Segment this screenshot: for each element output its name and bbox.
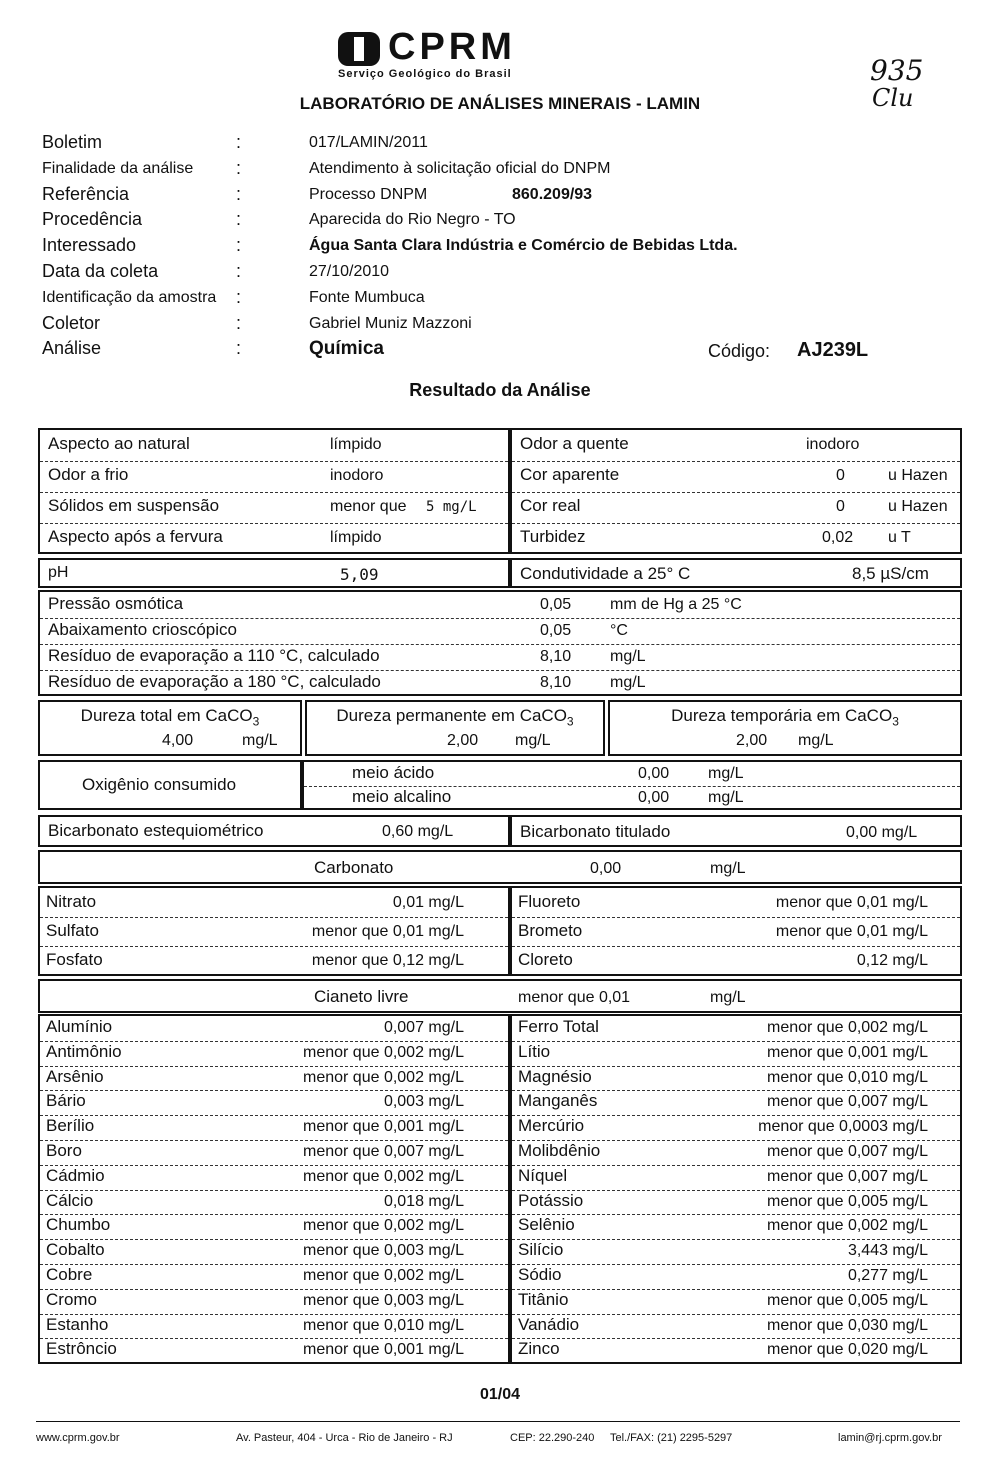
meta-value: Química	[309, 338, 384, 360]
element-label: Arsênio	[46, 1066, 104, 1086]
table-row	[40, 523, 508, 554]
cianeto-label: Cianeto livre	[314, 987, 409, 1006]
element-label: Cálcio	[46, 1190, 94, 1210]
element-value: 0,01 mg/L	[392, 894, 464, 911]
table-row	[40, 1289, 508, 1315]
table-row	[304, 786, 960, 810]
meta-row	[42, 287, 942, 313]
meta-label: Referência	[42, 183, 130, 204]
element-value: menor que 0,007 mg/L	[767, 1167, 928, 1185]
physical-value: 0	[836, 498, 845, 515]
dureza-label	[307, 706, 603, 728]
oxigenio-row-label: meio ácido	[352, 763, 435, 782]
table-row	[40, 1314, 508, 1340]
table-row	[40, 1190, 508, 1216]
element-label: Lítio	[518, 1041, 551, 1061]
handwritten-signature: Clu	[872, 84, 914, 112]
bicarbonato-esteq-label: Bicarbonato estequiométrico	[48, 821, 264, 840]
element-value: menor que 0,002 mg/L	[303, 1043, 464, 1061]
dureza-label-sub: 3	[892, 714, 899, 729]
meta-colon: :	[236, 132, 242, 152]
physical-label: Odor a quente	[520, 434, 629, 453]
table-row	[512, 946, 960, 975]
meta-colon: :	[236, 312, 242, 333]
footer-address: Av. Pasteur, 404 - Urca - Rio de Janeiro - RJ	[236, 1432, 453, 1444]
table-row	[512, 1165, 960, 1191]
anions-left-box	[38, 886, 510, 976]
element-value: menor que 0,001 mg/L	[767, 1043, 928, 1061]
physical-left-box	[38, 428, 510, 554]
table-row	[512, 1090, 960, 1116]
element-label: Cádmio	[46, 1165, 105, 1185]
carbonato-unit: mg/L	[710, 860, 746, 877]
physical-label: Cor real	[520, 496, 581, 515]
element-label: Cobre	[46, 1265, 93, 1284]
dureza-label-text: Dureza permanente em CaCO	[336, 706, 567, 725]
footer-tel: Tel./FAX: (21) 2295-5297	[610, 1432, 733, 1444]
physical-unit: u Hazen	[888, 498, 948, 515]
cprm-logo-icon	[338, 32, 380, 66]
cianeto-value: menor que 0,01	[518, 989, 631, 1006]
element-value: menor que 0,007 mg/L	[303, 1143, 464, 1160]
table-row	[512, 1239, 960, 1265]
footer-cep: CEP: 22.290-240	[510, 1432, 595, 1444]
dureza-unit: mg/L	[798, 732, 834, 749]
physical-label: Aspecto ao natural	[48, 434, 190, 453]
table-row	[40, 1165, 508, 1191]
meta-colon: :	[236, 261, 242, 281]
meta-row	[42, 132, 942, 158]
element-value: menor que 0,002 mg/L	[303, 1167, 464, 1185]
metals-right-box	[510, 1014, 962, 1364]
pressure-unit: mg/L	[610, 674, 646, 691]
page-number: 01/04	[479, 1386, 521, 1403]
element-label: Chumbo	[46, 1215, 111, 1235]
dureza-label-text: Dureza total em CaCO	[80, 706, 253, 725]
cprm-logo	[338, 26, 578, 80]
condutividade-label: Condutividade a 25° C	[520, 564, 691, 583]
ph-box	[38, 558, 510, 588]
table-row	[512, 1264, 960, 1290]
cianeto-box	[38, 979, 962, 1013]
oxigenio-row-value: 0,00	[638, 789, 670, 806]
table-row	[512, 1314, 960, 1340]
element-value: 0,277 mg/L	[847, 1267, 928, 1284]
table-row	[512, 492, 960, 524]
meta-value-2: 860.209/93	[512, 185, 593, 203]
element-label: Sódio	[518, 1265, 562, 1284]
oxigenio-label: Oxigênio consumido	[82, 775, 237, 794]
table-row	[512, 1214, 960, 1240]
bicarbonato-esteq-box	[38, 815, 510, 847]
dureza-total-box	[38, 700, 302, 756]
metals-left-box	[38, 1014, 510, 1364]
element-label: Mercúrio	[518, 1116, 585, 1136]
element-label: Cromo	[46, 1289, 98, 1309]
meta-label: Boletim	[42, 132, 103, 152]
element-value: 0,007 mg/L	[383, 1019, 464, 1036]
element-value: 0,018 mg/L	[383, 1192, 464, 1210]
physical-value: 0	[836, 467, 845, 484]
element-label: Vanádio	[518, 1314, 580, 1334]
table-row	[40, 644, 960, 671]
element-label: Boro	[46, 1141, 82, 1160]
meta-label: Data da coleta	[42, 261, 159, 281]
physical-label: Cor aparente	[520, 465, 620, 484]
table-row	[304, 762, 960, 787]
element-value: 0,003 mg/L	[383, 1093, 464, 1111]
meta-row	[42, 313, 942, 339]
table-row	[40, 618, 960, 645]
pressure-unit: mm de Hg a 25 °C	[610, 596, 742, 613]
element-value: menor que 0,002 mg/L	[303, 1267, 464, 1284]
carbonato-label: Carbonato	[314, 858, 394, 877]
physical-value: 0,02	[822, 529, 854, 546]
dureza-value: 4,00	[162, 732, 194, 749]
meta-value: Fonte Mumbuca	[309, 288, 425, 306]
table-row	[40, 430, 508, 462]
physical-right-box	[510, 428, 962, 554]
dureza-label	[40, 706, 300, 728]
element-value: menor que 0,007 mg/L	[767, 1093, 928, 1111]
element-label: Ferro Total	[518, 1017, 599, 1036]
element-label: Silício	[518, 1240, 564, 1260]
physical-unit: u T	[888, 529, 911, 546]
meta-colon: :	[236, 183, 242, 204]
element-label: Magnésio	[518, 1066, 592, 1086]
element-value: menor que 0,002 mg/L	[303, 1217, 464, 1235]
element-value: menor que 0,001 mg/L	[303, 1118, 464, 1136]
table-row	[512, 523, 960, 554]
physical-unit: u Hazen	[888, 467, 948, 484]
meta-row	[42, 158, 942, 184]
element-value: menor que 0,002 mg/L	[767, 1217, 928, 1235]
meta-value: 27/10/2010	[309, 263, 390, 280]
element-label: Manganês	[518, 1091, 598, 1111]
meta-label: Finalidade da análise	[42, 159, 194, 177]
table-row	[512, 888, 960, 918]
table-row	[40, 1214, 508, 1240]
element-value: menor que 0,002 mg/L	[303, 1068, 464, 1086]
bicarbonato-titulado-box	[510, 815, 962, 847]
element-value: menor que 0,005 mg/L	[767, 1291, 928, 1309]
element-label: Fosfato	[46, 950, 103, 969]
table-row	[40, 1338, 508, 1363]
table-row	[512, 1338, 960, 1363]
meta-label: Interessado	[42, 235, 137, 256]
element-value: menor que 0,007 mg/L	[767, 1143, 928, 1160]
oxigenio-row-unit: mg/L	[708, 789, 744, 806]
oxigenio-values-box	[302, 760, 962, 810]
element-value: menor que 0,01 mg/L	[311, 923, 464, 940]
physical-value-2: 5 mg/L	[426, 499, 477, 515]
element-label: Brometo	[518, 921, 583, 940]
element-value: menor que 0,01 mg/L	[775, 923, 928, 940]
physical-value: menor que	[330, 498, 407, 515]
element-value: menor que 0,020 mg/L	[767, 1341, 928, 1359]
table-row	[512, 1115, 960, 1141]
table-row	[512, 1140, 960, 1166]
footer-email: lamin@rj.cprm.gov.br	[838, 1432, 942, 1444]
pressure-unit: mg/L	[610, 648, 646, 665]
element-value: 3,443 mg/L	[847, 1242, 928, 1260]
meta-value: Água Santa Clara Indústria e Comércio de Bebidas Ltda.	[309, 237, 738, 255]
table-row	[512, 1066, 960, 1092]
physical-value: límpido	[330, 529, 382, 546]
element-label: Titânio	[518, 1289, 569, 1309]
table-row	[40, 1115, 508, 1141]
physical-value: límpido	[330, 436, 382, 453]
element-value: menor que 0,003 mg/L	[303, 1242, 464, 1260]
ph-label: pH	[48, 564, 69, 581]
element-label: Cobalto	[46, 1240, 105, 1260]
table-row	[512, 461, 960, 493]
dureza-label-text: Dureza temporária em CaCO	[671, 706, 893, 725]
meta-row	[42, 261, 942, 287]
element-label: Estanho	[46, 1314, 109, 1334]
element-label: Estrôncio	[46, 1339, 117, 1359]
meta-label: Coletor	[42, 312, 101, 333]
element-label: Níquel	[518, 1165, 568, 1185]
table-row	[512, 430, 960, 462]
element-label: Fluoreto	[518, 892, 581, 911]
pressure-value: 0,05	[540, 596, 572, 613]
table-row	[40, 1041, 508, 1067]
physical-value: inodoro	[806, 436, 860, 453]
meta-colon: :	[236, 286, 242, 307]
meta-colon: :	[236, 338, 242, 359]
element-value: menor que 0,12 mg/L	[311, 952, 464, 969]
pressure-label: Abaixamento crioscópico	[48, 620, 237, 639]
element-value: menor que 0,001 mg/L	[303, 1341, 464, 1359]
meta-value: Processo DNPM	[309, 185, 428, 203]
meta-value: Aparecida do Rio Negro - TO	[309, 211, 516, 229]
element-label: Selênio	[518, 1215, 575, 1235]
element-value: menor que 0,01 mg/L	[775, 894, 928, 911]
dureza-permanente-box	[305, 700, 605, 756]
oxigenio-label-box	[38, 760, 302, 810]
table-row	[40, 1090, 508, 1116]
meta-row	[42, 184, 942, 210]
element-value: menor que 0,002 mg/L	[767, 1019, 928, 1036]
physical-label: Odor a frio	[48, 465, 129, 484]
element-value: menor que 0,010 mg/L	[767, 1068, 928, 1086]
codigo-value: AJ239L	[797, 339, 869, 361]
table-row	[40, 917, 508, 947]
table-row	[512, 1016, 960, 1042]
meta-label: Identificação da amostra	[42, 288, 217, 306]
dureza-value: 2,00	[447, 732, 479, 749]
anions-right-box	[510, 886, 962, 976]
result-title: Resultado da Análise	[409, 380, 591, 400]
ph-value: 5,09	[340, 565, 379, 584]
element-value: menor que 0,010 mg/L	[303, 1316, 464, 1334]
pressure-label: Resíduo de evaporação a 110 °C, calculado	[48, 646, 380, 665]
physical-label: Turbidez	[520, 527, 586, 546]
codigo-label: Código:	[708, 341, 771, 361]
dureza-label	[610, 706, 960, 728]
meta-label: Análise	[42, 338, 102, 359]
table-row	[40, 1016, 508, 1042]
meta-label: Procedência	[42, 209, 143, 230]
element-label: Molibdênio	[518, 1141, 601, 1160]
dureza-value: 2,00	[736, 732, 768, 749]
element-label: Sulfato	[46, 921, 99, 940]
meta-row	[42, 209, 942, 235]
element-label: Alumínio	[46, 1017, 113, 1036]
pressure-label: Resíduo de evaporação a 180 °C, calculado	[48, 672, 381, 691]
table-row	[512, 1289, 960, 1315]
meta-value: 017/LAMIN/2011	[309, 134, 428, 151]
physical-value: inodoro	[330, 467, 384, 484]
bicarbonato-titulado-value: 0,00 mg/L	[846, 824, 918, 841]
meta-value: Atendimento à solicitação oficial do DNPM	[309, 159, 611, 177]
table-row	[40, 1066, 508, 1092]
pressure-label: Pressão osmótica	[48, 594, 184, 613]
element-label: Cloreto	[518, 950, 573, 969]
element-label: Zinco	[518, 1339, 560, 1359]
footer-divider	[36, 1421, 960, 1422]
oxigenio-row-unit: mg/L	[708, 765, 744, 782]
carbonato-value: 0,00	[590, 860, 622, 877]
table-row	[512, 1190, 960, 1216]
cianeto-unit: mg/L	[710, 989, 746, 1006]
pressure-value: 8,10	[540, 648, 572, 665]
element-label: Potássio	[518, 1190, 584, 1210]
pressure-value: 0,05	[540, 622, 572, 639]
element-label: Nitrato	[46, 892, 97, 911]
table-row	[40, 670, 960, 696]
physical-label: Sólidos em suspensão	[48, 496, 220, 515]
carbonato-box	[38, 850, 962, 884]
bicarbonato-titulado-label: Bicarbonato titulado	[520, 822, 671, 841]
meta-colon: :	[236, 157, 242, 178]
table-row	[40, 1264, 508, 1290]
element-value: 0,12 mg/L	[856, 952, 928, 969]
element-value: menor que 0,0003 mg/L	[758, 1118, 928, 1136]
pressure-value: 8,10	[540, 674, 572, 691]
table-row	[512, 917, 960, 947]
dureza-label-sub: 3	[566, 714, 574, 729]
meta-row	[42, 235, 942, 261]
meta-colon: :	[236, 209, 242, 230]
table-row	[40, 492, 508, 524]
table-row	[40, 946, 508, 975]
oxigenio-row-label: meio alcalino	[352, 787, 452, 806]
table-row	[40, 888, 508, 918]
table-row	[512, 1041, 960, 1067]
table-row	[40, 592, 960, 619]
handwritten-number: 935	[870, 54, 924, 87]
element-value: menor que 0,005 mg/L	[767, 1192, 928, 1210]
logo-subtitle: Serviço Geológico do Brasil	[338, 68, 512, 80]
physical-label: Aspecto após a fervura	[48, 527, 223, 546]
meta-value: Gabriel Muniz Mazzoni	[309, 314, 472, 332]
table-row	[40, 1140, 508, 1166]
dureza-unit: mg/L	[515, 732, 551, 749]
dureza-temporaria-box	[608, 700, 962, 756]
condutividade-box	[510, 558, 962, 588]
bicarbonato-esteq-value: 0,60 mg/L	[382, 823, 454, 840]
pressure-box	[38, 590, 962, 696]
logo-name: CPRM	[388, 26, 516, 68]
dureza-unit: mg/L	[242, 732, 278, 749]
lab-title: LABORATÓRIO DE ANÁLISES MINERAIS - LAMIN	[299, 94, 701, 113]
dureza-label-sub: 3	[252, 714, 260, 729]
element-value: menor que 0,003 mg/L	[303, 1291, 464, 1309]
meta-colon: :	[236, 235, 242, 256]
table-row	[40, 461, 508, 493]
element-label: Berílio	[46, 1116, 95, 1136]
element-label: Antimônio	[46, 1041, 122, 1061]
footer-site: www.cprm.gov.br	[36, 1432, 120, 1444]
condutividade-value: 8,5 µS/cm	[852, 564, 929, 583]
element-value: menor que 0,030 mg/L	[767, 1316, 928, 1334]
oxigenio-row-value: 0,00	[638, 765, 670, 782]
element-label: Bário	[46, 1091, 86, 1111]
pressure-unit: °C	[610, 622, 628, 639]
table-row	[40, 1239, 508, 1265]
